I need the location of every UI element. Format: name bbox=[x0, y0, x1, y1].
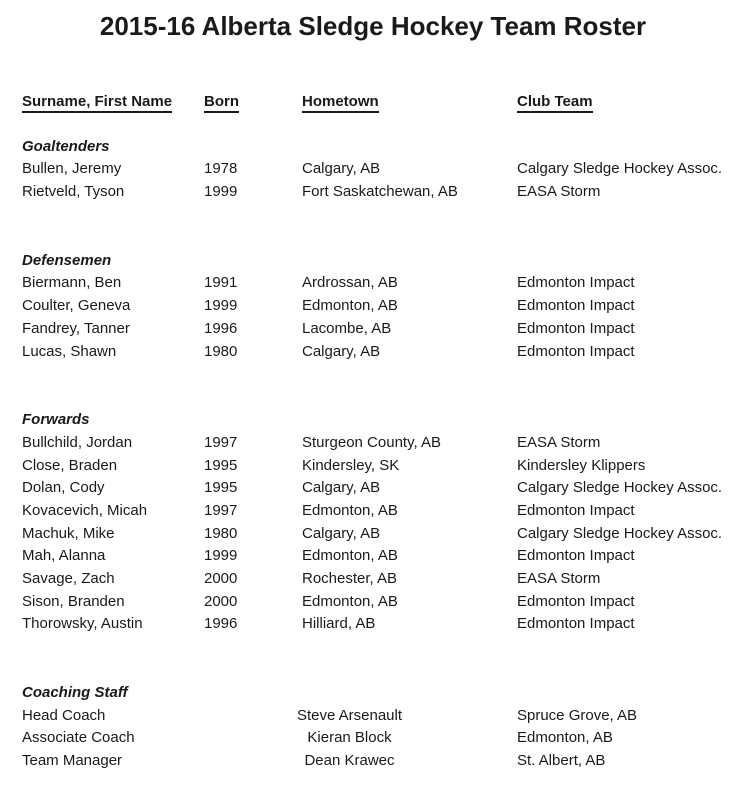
table-row bbox=[22, 591, 744, 614]
player-name: Fandrey, Tanner bbox=[22, 319, 130, 337]
player-born: 1980 bbox=[204, 342, 238, 360]
table-row bbox=[22, 477, 744, 500]
player-name: Close, Braden bbox=[22, 456, 118, 474]
player-name: Bullen, Jeremy bbox=[22, 160, 122, 178]
page-title: 2015-16 Alberta Sledge Hockey Team Roster bbox=[99, 11, 647, 41]
player-name: Sison, Branden bbox=[22, 592, 125, 610]
player-hometown: Edmonton, AB bbox=[302, 501, 398, 519]
player-club: Calgary Sledge Hockey Assoc. bbox=[517, 479, 723, 497]
section-heading: Goaltenders bbox=[22, 137, 110, 155]
section-coaching-staff bbox=[22, 682, 744, 773]
player-name: Biermann, Ben bbox=[22, 274, 122, 292]
table-row bbox=[22, 341, 744, 364]
player-club: EASA Storm bbox=[517, 183, 601, 201]
player-hometown: Edmonton, AB bbox=[302, 547, 398, 565]
player-hometown: Calgary, AB bbox=[302, 479, 381, 497]
player-born: 1995 bbox=[204, 456, 238, 474]
table-row bbox=[22, 545, 744, 568]
staff-role: Head Coach bbox=[22, 706, 106, 724]
player-born: 1997 bbox=[204, 433, 238, 451]
column-header-hometown-cell bbox=[302, 91, 517, 114]
table-row bbox=[22, 318, 744, 341]
player-club: Edmonton Impact bbox=[517, 342, 635, 360]
staff-name: Dean Krawec bbox=[304, 752, 395, 770]
player-name: Mah, Alanna bbox=[22, 547, 106, 565]
player-name: Bullchild, Jordan bbox=[22, 433, 133, 451]
player-name: Kovacevich, Micah bbox=[22, 501, 148, 519]
player-born: 1978 bbox=[204, 160, 238, 178]
section-heading-row bbox=[22, 682, 744, 705]
section-goaltenders bbox=[22, 136, 744, 204]
staff-row bbox=[22, 727, 744, 750]
player-born: 1999 bbox=[204, 547, 238, 565]
player-club: Edmonton Impact bbox=[517, 297, 635, 315]
player-name: Coulter, Geneva bbox=[22, 297, 131, 315]
player-club: EASA Storm bbox=[517, 570, 601, 587]
player-club: Edmonton Impact bbox=[517, 501, 635, 519]
player-born: 1999 bbox=[204, 297, 238, 315]
table-row bbox=[22, 500, 744, 523]
player-hometown: Fort Saskatchewan, AB bbox=[302, 183, 458, 201]
player-name: Savage, Zach bbox=[22, 570, 115, 587]
column-header-hometown: Hometown bbox=[302, 93, 379, 113]
table-row bbox=[22, 432, 744, 455]
staff-name: Kieran Block bbox=[307, 729, 392, 747]
section-forwards bbox=[22, 409, 744, 636]
player-name: Machuk, Mike bbox=[22, 524, 115, 542]
player-club: Edmonton Impact bbox=[517, 547, 635, 565]
table-row bbox=[22, 295, 744, 318]
section-defensemen bbox=[22, 250, 744, 363]
staff-location: St. Albert, AB bbox=[517, 752, 606, 770]
player-club: Edmonton Impact bbox=[517, 592, 635, 610]
player-club: Edmonton Impact bbox=[517, 274, 635, 292]
staff-location: Edmonton, AB bbox=[517, 729, 613, 747]
table-row bbox=[22, 523, 744, 546]
player-born: 1999 bbox=[204, 183, 238, 201]
column-header-club-cell bbox=[517, 91, 744, 114]
staff-role: Associate Coach bbox=[22, 729, 135, 747]
section-heading: Defensemen bbox=[22, 251, 112, 269]
player-born: 1980 bbox=[204, 524, 238, 542]
table-row bbox=[22, 613, 744, 636]
player-hometown: Edmonton, AB bbox=[302, 297, 398, 315]
staff-name: Steve Arsenault bbox=[296, 706, 403, 724]
player-hometown: Ardrossan, AB bbox=[302, 274, 398, 292]
player-born: 2000 bbox=[204, 570, 238, 587]
player-name: Lucas, Shawn bbox=[22, 342, 117, 360]
section-heading: Coaching Staff bbox=[22, 684, 128, 702]
player-hometown: Edmonton, AB bbox=[302, 592, 398, 610]
player-club: Calgary Sledge Hockey Assoc. bbox=[517, 160, 723, 178]
table-row bbox=[22, 568, 744, 591]
player-club: Calgary Sledge Hockey Assoc. bbox=[517, 524, 723, 542]
player-name: Thorowsky, Austin bbox=[22, 615, 143, 633]
player-born: 1997 bbox=[204, 501, 238, 519]
player-name: Dolan, Cody bbox=[22, 479, 105, 497]
section-heading-row bbox=[22, 250, 744, 273]
staff-row bbox=[22, 705, 744, 728]
player-club: EASA Storm bbox=[517, 433, 601, 451]
player-club: Edmonton Impact bbox=[517, 319, 635, 337]
column-header-surname: Surname, First Name bbox=[22, 93, 172, 113]
player-hometown: Sturgeon County, AB bbox=[302, 433, 441, 451]
player-born: 2000 bbox=[204, 592, 238, 610]
player-hometown: Calgary, AB bbox=[302, 342, 381, 360]
staff-role: Team Manager bbox=[22, 752, 123, 770]
column-header-club: Club Team bbox=[517, 93, 593, 113]
table-row bbox=[22, 455, 744, 478]
table-row bbox=[22, 272, 744, 295]
player-hometown: Calgary, AB bbox=[302, 524, 381, 542]
player-club: Kindersley Klippers bbox=[517, 456, 646, 474]
section-heading-row bbox=[22, 409, 744, 432]
player-hometown: Lacombe, AB bbox=[302, 319, 392, 337]
player-born: 1996 bbox=[204, 319, 238, 337]
player-born: 1996 bbox=[204, 615, 238, 633]
table-row bbox=[22, 181, 744, 204]
column-header-born-cell bbox=[204, 91, 302, 114]
roster-table bbox=[0, 91, 746, 773]
column-header-born: Born bbox=[204, 93, 239, 113]
spacer bbox=[22, 114, 744, 136]
player-hometown: Kindersley, SK bbox=[302, 456, 400, 474]
column-header-surname-cell bbox=[22, 91, 204, 114]
table-header-row bbox=[22, 91, 744, 114]
section-heading: Forwards bbox=[22, 411, 90, 429]
player-hometown: Calgary, AB bbox=[302, 160, 381, 178]
section-heading-row bbox=[22, 136, 744, 159]
table-row bbox=[22, 158, 744, 181]
staff-row bbox=[22, 750, 744, 773]
player-club: Edmonton Impact bbox=[517, 615, 635, 633]
player-hometown: Hilliard, AB bbox=[302, 615, 376, 633]
player-hometown: Rochester, AB bbox=[302, 570, 398, 587]
player-born: 1995 bbox=[204, 479, 238, 497]
player-name: Rietveld, Tyson bbox=[22, 183, 125, 201]
staff-location: Spruce Grove, AB bbox=[517, 706, 638, 724]
player-born: 1991 bbox=[204, 274, 238, 292]
